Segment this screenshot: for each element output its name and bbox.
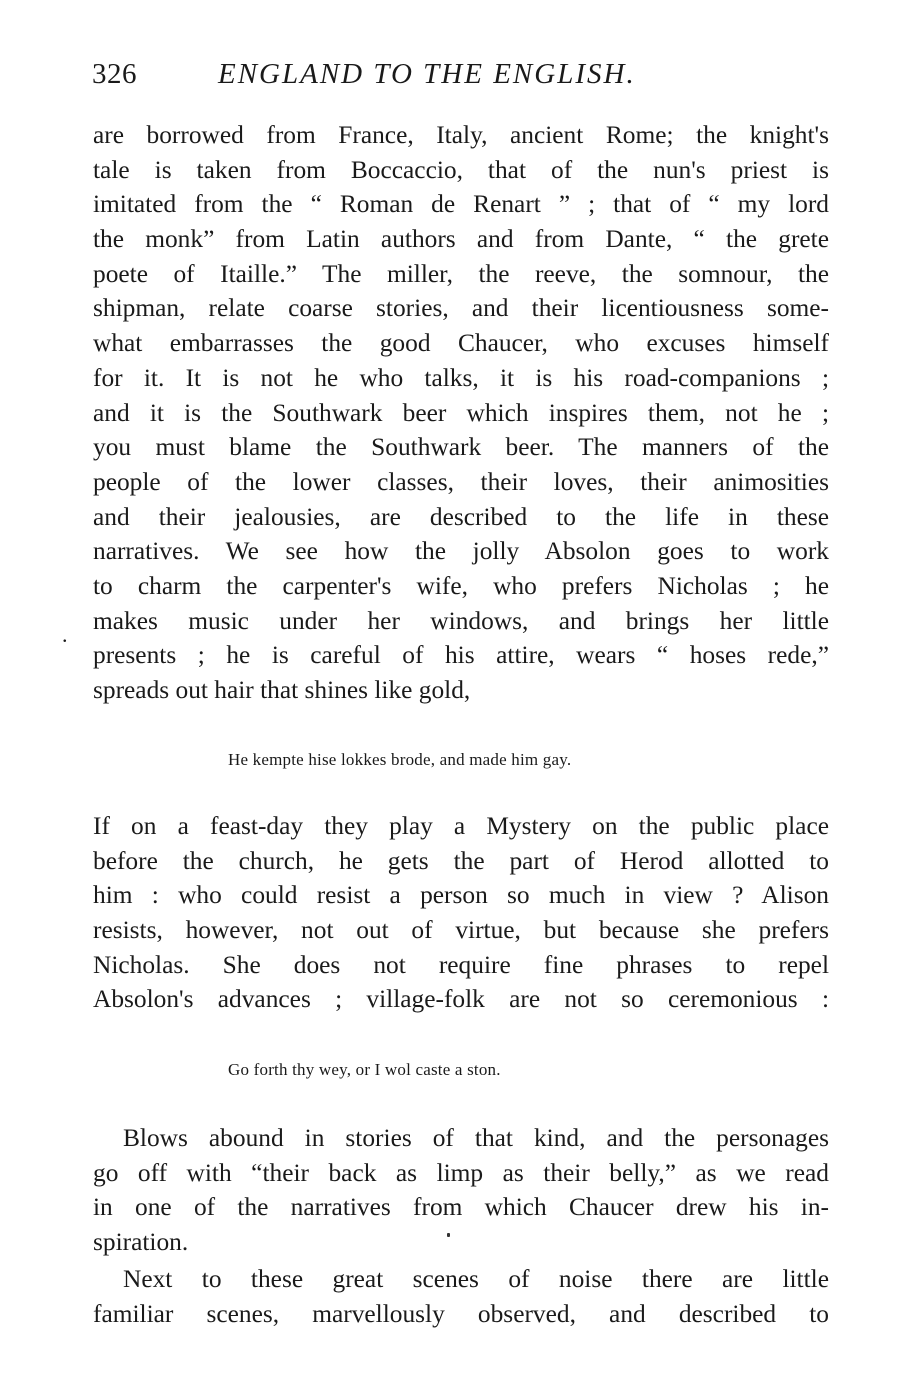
paragraph-3 (93, 1121, 829, 1260)
text-line: spiration. (93, 1228, 189, 1257)
text-line: in one of the narratives from which Chaucer drew his in- (93, 1193, 829, 1222)
paragraph-2 (93, 809, 829, 1017)
text-line: familiar scenes, marvellously observed, and described to (93, 1299, 829, 1328)
text-line: the monk” from Latin authors and from Dante, “ the grete (93, 225, 829, 254)
text-line: tale is taken from Boccaccio, that of the nun's priest is (93, 155, 829, 184)
text-line: to charm the carpenter's wife, who prefers Nicholas ; he (93, 571, 829, 600)
text-line: narratives. We see how the jolly Absolon goes to work (93, 537, 829, 566)
text-line: Nicholas. She does not require fine phrases to repel (93, 950, 829, 979)
text-line: and it is the Southwark beer which inspires them, not he ; (93, 398, 829, 427)
paragraph-1 (93, 118, 829, 708)
text-line: shipman, relate coarse stories, and their licentiousness some- (93, 294, 829, 323)
text-line: before the church, he gets the part of Herod allotted to (93, 846, 829, 875)
text-line: people of the lower classes, their loves, their animosities (93, 467, 829, 496)
text-line: poete of Itaille.” The miller, the reeve, the somnour, the (93, 259, 829, 288)
paragraph-4 (93, 1262, 829, 1331)
margin-mark: . (62, 622, 68, 647)
page-number: 326 (92, 58, 137, 90)
running-title: ENGLAND TO THE ENGLISH. (218, 58, 636, 90)
verse-quote-1: He kempte hise lokkes brode, and made him gay. (228, 750, 572, 769)
print-speck (447, 1233, 450, 1237)
text-line: are borrowed from France, Italy, ancient Rome; the knight's (93, 121, 829, 149)
text-line: for it. It is not he who talks, it is his road-companions ; (93, 363, 829, 392)
text-line: imitated from the “ Roman de Renart ” ; that of “ my lord (93, 190, 829, 219)
text-line: Next to these great scenes of noise there are little (123, 1265, 829, 1293)
text-line: Blows abound in stories of that kind, and the personages (123, 1124, 829, 1152)
text-line: go off with “their back as limp as their belly,” as we read (93, 1158, 829, 1187)
text-line: presents ; he is careful of his attire, wears “ hoses rede,” (93, 641, 829, 670)
text-line: Absolon's advances ; village-folk are not so ceremonious : (93, 985, 829, 1014)
text-line: what embarrasses the good Chaucer, who excuses himself (93, 329, 829, 358)
text-line: you must blame the Southwark beer. The manners of the (93, 433, 829, 462)
text-line: If on a feast-day they play a Mystery on the public place (93, 812, 829, 840)
text-line: him : who could resist a person so much in view ? Alison (93, 881, 829, 910)
text-line: and their jealousies, are described to the life in these (93, 502, 829, 531)
text-line: spreads out hair that shines like gold, (93, 676, 471, 704)
verse-quote-2: Go forth thy wey, or I wol caste a ston. (228, 1060, 501, 1079)
text-line: makes music under her windows, and brings her little (93, 606, 829, 635)
text-line: resists, however, not out of virtue, but because she prefers (93, 916, 829, 945)
page-header (92, 58, 832, 98)
